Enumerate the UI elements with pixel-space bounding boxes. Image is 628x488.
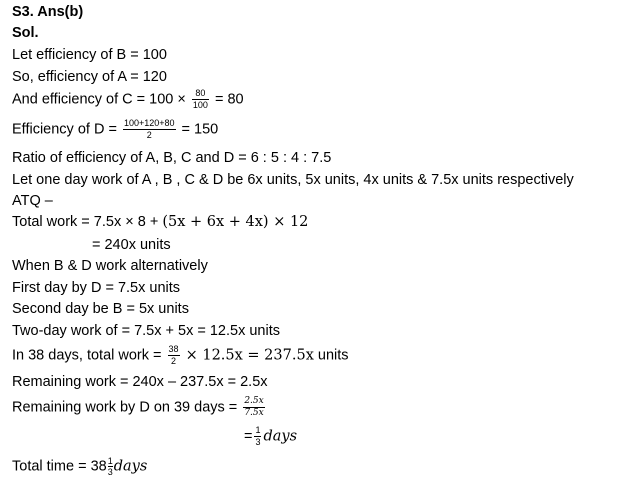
line-remaining-work: Remaining work = 240x – 237.5x = 2.5x: [12, 374, 268, 390]
text: Total time = 38: [12, 458, 107, 475]
fraction: [123, 118, 176, 141]
text: Efficiency of D =: [12, 121, 117, 138]
text: = 150: [181, 121, 219, 138]
numerator: 1: [255, 425, 261, 435]
fraction: [243, 396, 264, 419]
line-efficiency-b: Let efficiency of B = 100: [12, 47, 167, 63]
text: =: [244, 428, 253, 445]
fraction: [108, 456, 113, 477]
numerator: 1: [107, 456, 113, 466]
denominator: 2: [146, 130, 152, 140]
line-second-day: Second day be B = 5x units: [12, 301, 189, 317]
text: units: [313, 347, 349, 364]
line-efficiency-c: [12, 88, 244, 111]
line-efficiency-d: [12, 118, 218, 141]
numerator: 100+120+80: [123, 118, 175, 128]
denominator: 3: [107, 467, 113, 477]
text: And efficiency of C = 100 ×: [12, 91, 186, 108]
line-one-day-work: Let one day work of A , B , C & D be 6x units, 5x units, 4x units & 7.5x units respectively: [12, 172, 574, 188]
text: = 80: [214, 91, 244, 108]
math-expression: days: [263, 428, 298, 445]
math-expression: (5x + 6x + 4x) × 12: [162, 214, 309, 230]
line-remaining-by-d: [12, 396, 267, 419]
text: In 38 days, total work =: [12, 347, 162, 364]
line-first-day: First day by D = 7.5x units: [12, 280, 181, 296]
fraction: [168, 344, 180, 367]
line-total-time: [12, 456, 147, 477]
fraction: [192, 88, 209, 111]
math-expression: × 12.5x = 237.5x: [185, 347, 314, 364]
denominator: 3: [255, 437, 261, 447]
text: Total work = 7.5x × 8 +: [12, 214, 163, 230]
numerator: 2.5x: [244, 396, 264, 406]
line-efficiency-a: So, efficiency of A = 120: [12, 69, 167, 85]
line-38-days: [12, 344, 349, 367]
numerator: 80: [192, 88, 209, 100]
math-expression: days: [113, 458, 148, 475]
line-remaining-result: [244, 425, 297, 448]
answer-heading: S3. Ans(b): [12, 4, 84, 20]
solution-label: Sol.: [12, 25, 39, 41]
fraction: [254, 425, 261, 448]
denominator: 7.5x: [244, 408, 264, 418]
line-two-day-work: Two-day work of = 7.5x + 5x = 12.5x units: [12, 323, 280, 339]
line-total-work: [12, 213, 308, 231]
line-alternate: When B & D work alternatively: [12, 258, 208, 274]
line-ratio: Ratio of efficiency of A, B, C and D = 6 : 5 : 4 : 7.5: [12, 150, 332, 166]
text: Remaining work by D on 39 days =: [12, 399, 238, 416]
line-atq: ATQ –: [12, 193, 53, 209]
denominator: 2: [171, 356, 177, 366]
denominator: 100: [192, 100, 208, 110]
numerator: 38: [168, 344, 179, 354]
line-total-work-result: = 240x units: [92, 237, 171, 253]
